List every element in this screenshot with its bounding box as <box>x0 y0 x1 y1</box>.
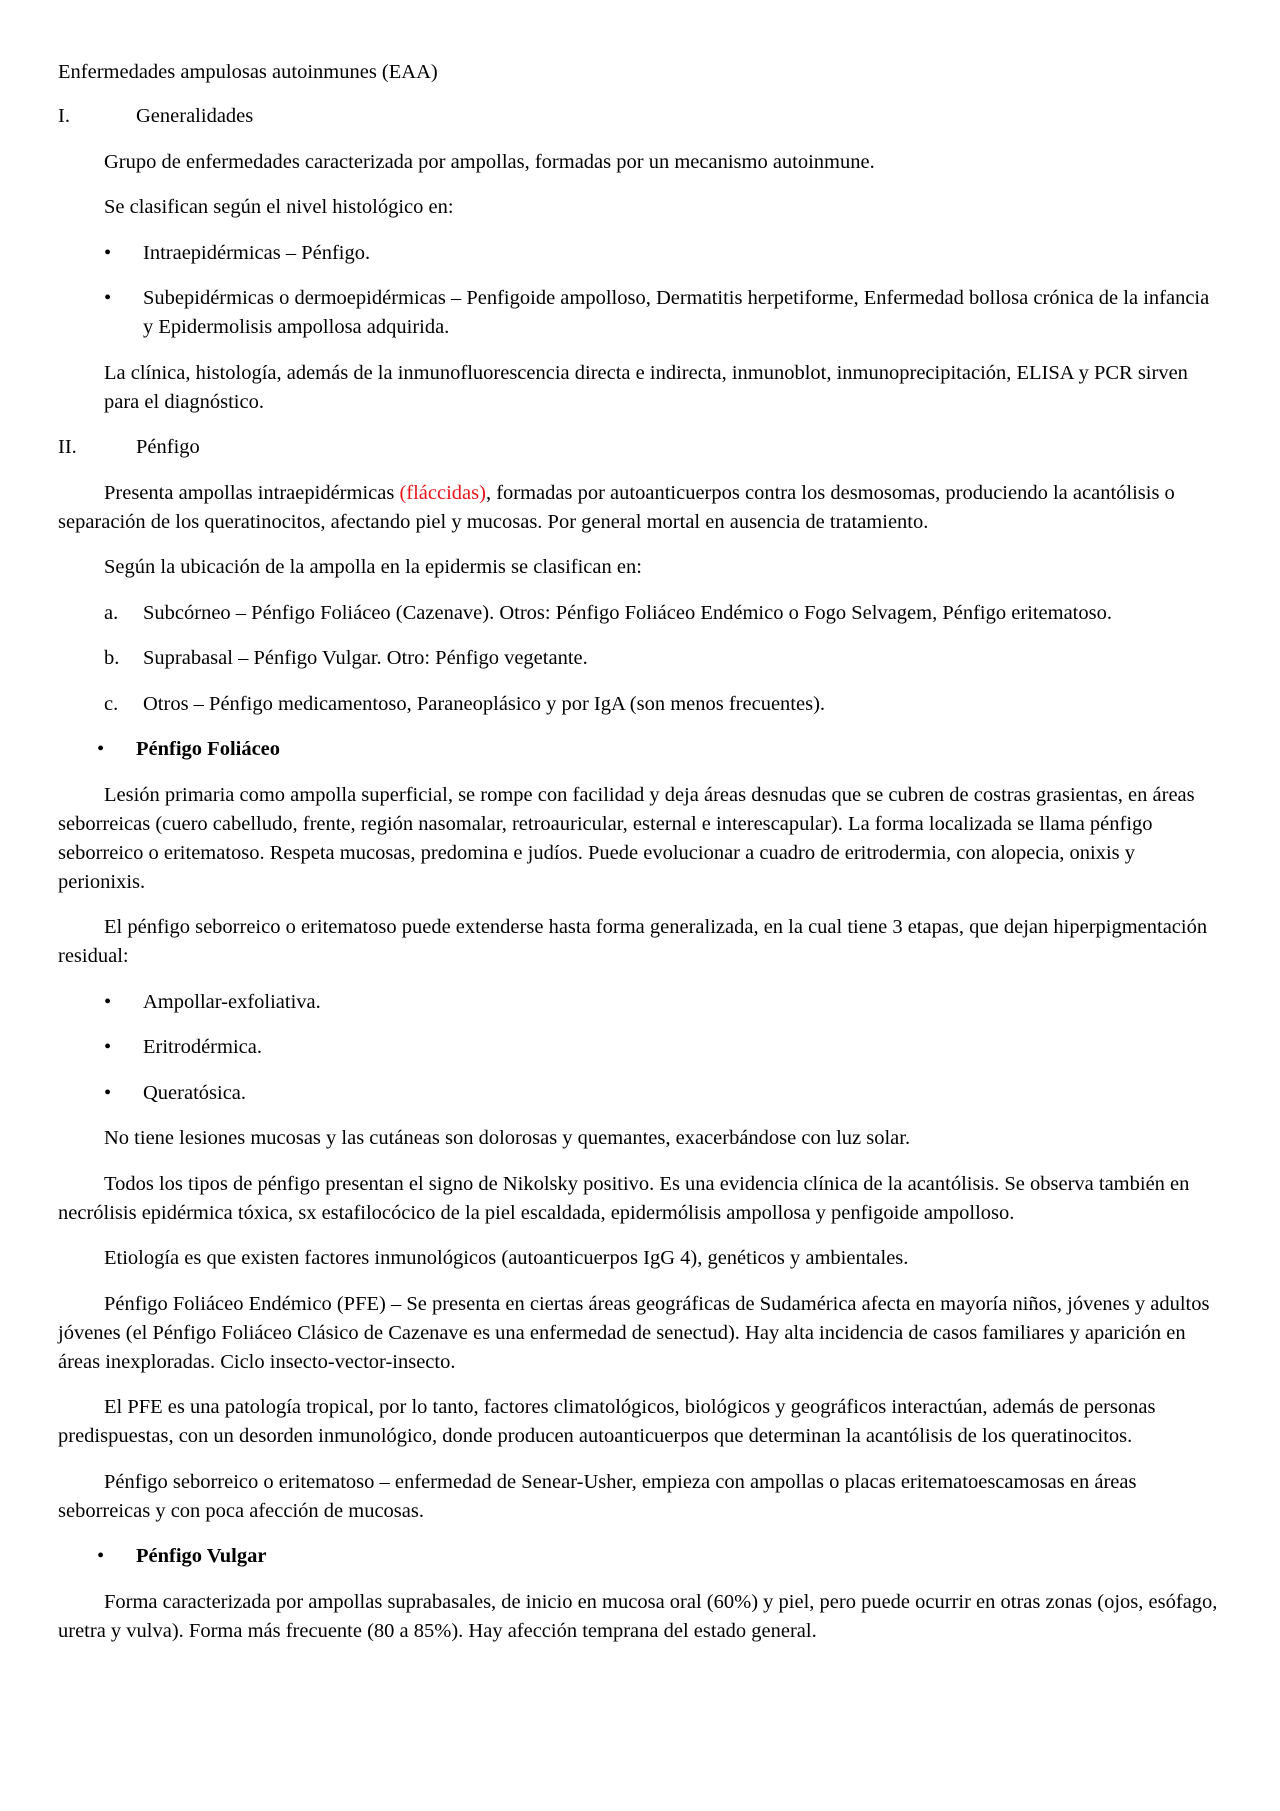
subheading-title: Pénfigo Vulgar <box>136 1545 267 1567</box>
highlighted-text: (fláccidas) <box>399 481 486 504</box>
subheading-penfigo-vulgar <box>58 1542 1222 1571</box>
list-item <box>58 644 1222 673</box>
paragraph: Forma caracterizada por ampollas suprabasales, de inicio en mucosa oral (60%) y piel, pero puede ocurrir en otras zonas (ojos, esófago, uretra y vulva). Forma más frecuente (80 a 85%). Hay afección temprana del estado general. <box>58 1590 1218 1642</box>
paragraph: El pénfigo seborreico o eritematoso puede extenderse hasta forma generalizada, en la cual tiene 3 etapas, que dejan hiperpigmentación residual: <box>58 916 1208 967</box>
list-item <box>58 239 1222 268</box>
list-letter: a. <box>104 601 119 624</box>
paragraph: Etiología es que existen factores inmunológicos (autoanticuerpos IgG 4), genéticos y ambientales. <box>104 1247 909 1269</box>
list-letter: b. <box>104 647 120 669</box>
paragraph <box>58 479 1222 537</box>
section-heading-penfigo <box>58 433 1222 462</box>
paragraph: El PFE es una patología tropical, por lo tanto, factores climatológicos, biológicos y geográficos interactúan, además de personas predispuestas, con un desorden inmunológico, donde producen autoanticuerpos que determinan la acantólisis de los queratinocitos. <box>58 1396 1156 1447</box>
list-item <box>58 1033 1222 1062</box>
subheading-penfigo-foliaceo <box>58 735 1222 764</box>
list-item-text: Suprabasal – Pénfigo Vulgar. Otro: Pénfigo vegetante. <box>143 647 588 669</box>
list-item-text: Intraepidérmicas – Pénfigo. <box>143 241 371 264</box>
paragraph: Pénfigo Foliáceo Endémico (PFE) – Se presenta en ciertas áreas geográficas de Sudamérica afecta en mayoría niños, jóvenes y adultos jóvenes (el Pénfigo Foliáceo Clásico de Cazenave es una enfermedad de senectud). Hay alta incidencia de casos familiares y aparición en áreas inexploradas. Ciclo insecto-vector-insecto. <box>58 1292 1210 1373</box>
subheading-title: Pénfigo Foliáceo <box>136 738 281 760</box>
section-heading-generalidades <box>58 102 1222 131</box>
bullet-mark: • <box>104 1081 112 1104</box>
document-title: Enfermedades ampulosas autoinmunes (EAA) <box>58 61 438 83</box>
bullet-mark: • <box>97 738 105 760</box>
list-item <box>58 988 1222 1017</box>
list-item-text: Ampollar-exfoliativa. <box>143 990 321 1013</box>
list-item-text: Subcórneo – Pénfigo Foliáceo (Cazenave). Otros: Pénfigo Foliáceo Endémico o Fogo Selvagem, Pénfigo eritematoso. <box>143 601 1112 624</box>
bullet-mark: • <box>97 1545 105 1567</box>
list-letter: c. <box>104 692 119 715</box>
paragraph: Según la ubicación de la ampolla en la epidermis se clasifican en: <box>104 556 642 578</box>
paragraph: Se clasifican según el nivel histológico en: <box>104 196 454 218</box>
bullet-mark: • <box>104 1036 112 1058</box>
section-title: Generalidades <box>136 105 254 127</box>
list-item-text: Queratósica. <box>143 1081 247 1104</box>
paragraph: Grupo de enfermedades caracterizada por ampollas, formadas por un mecanismo autoinmune. <box>104 150 875 173</box>
list-item <box>58 599 1222 628</box>
list-item <box>58 284 1222 342</box>
paragraph: Pénfigo seborreico o eritematoso – enfermedad de Senear-Usher, empieza con ampollas o placas eritematoescamosas en áreas seborreicas y con poca afección de mucosas. <box>58 1470 1137 1522</box>
paragraph: Lesión primaria como ampolla superficial, se rompe con facilidad y deja áreas desnudas que se cubren de costras grasientas, en áreas seborreicas (cuero cabelludo, frente, región nasomalar, retroauricular, esternal e interescapular). La forma localizada se llama pénfigo seborreico o eritematoso. Respeta mucosas, predomina e judíos. Puede evolucionar a cuadro de eritrodermia, con alopecia, onixis y perionixis. <box>58 783 1195 893</box>
paragraph: La clínica, histología, además de la inmunofluorescencia directa e indirecta, inmunoblot, inmunoprecipitación, ELISA y PCR sirven para el diagnóstico. <box>104 361 1188 413</box>
paragraph: Todos los tipos de pénfigo presentan el signo de Nikolsky positivo. Es una evidencia clínica de la acantólisis. Se observa también en necrólisis epidérmica tóxica, sx estafilocócico de la piel escaldada, epidermólisis ampollosa y penfigoide ampolloso. <box>58 1172 1190 1224</box>
list-item-text: Eritrodérmica. <box>143 1036 262 1058</box>
bullet-mark: • <box>104 287 112 309</box>
list-item <box>58 690 1222 719</box>
bullet-mark: • <box>104 241 112 264</box>
paragraph-text: Presenta ampollas intraepidérmicas <box>104 481 400 504</box>
paragraph-text: , formadas por autoanticuerpos contra los desmosomas, produciendo la acantólisis o separación de los queratinocitos, afectando piel y mucosas. Por general mortal en ausencia de tratamiento. <box>58 481 1175 533</box>
list-item-text: Subepidérmicas o dermoepidérmicas – Penfigoide ampolloso, Dermatitis herpetiforme, Enfermedad bollosa crónica de la infancia y Epidermolisis ampollosa adquirida. <box>143 287 1210 338</box>
list-item-text: Otros – Pénfigo medicamentoso, Paraneoplásico y por IgA (son menos frecuentes). <box>143 692 826 715</box>
bullet-mark: • <box>104 990 112 1013</box>
section-title: Pénfigo <box>136 436 200 458</box>
list-item <box>58 1079 1222 1108</box>
section-number: II. <box>58 436 77 458</box>
section-number: I. <box>58 105 70 127</box>
paragraph: No tiene lesiones mucosas y las cutáneas son dolorosas y quemantes, exacerbándose con luz solar. <box>104 1127 911 1149</box>
